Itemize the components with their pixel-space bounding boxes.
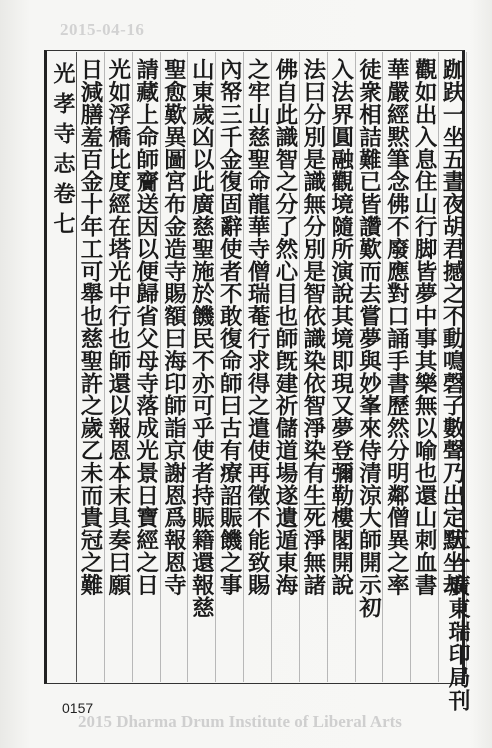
text-column: 內帑三千金復固辭使者不敢復命師曰古有療詔賑饑之事 <box>216 58 243 596</box>
page-number: 0157 <box>62 700 94 716</box>
text-column: 跏趺一坐五晝夜胡君撼之不動鳴磬子數聲乃出定默坐却 <box>439 58 466 596</box>
margin-title: 光孝寺志卷七 <box>50 62 76 242</box>
text-column: 觀如出入息住山行脚皆夢中事其樂無以喻也還山刺血書 <box>411 58 438 596</box>
text-column: 徒衆相詰難已皆讚歎而去嘗夢與妙峯來侍清涼大師開示初 <box>355 58 382 618</box>
text-column: 聖愈歎異圖宮布金造寺賜額曰海印師詣京謝恩爲報恩寺 <box>160 58 187 596</box>
text-column: 日減膳羞百金十年工可舉也慈聖許之歲乙未而貴冠之難 <box>76 58 103 596</box>
text-column: 山東歲凶以此廣慈聖施於饑民不亦可乎使者持賑籍還報慈 <box>188 58 215 618</box>
text-column: 法曰分別是識無分別是智依識染依智淨染有生死淨無諸 <box>299 58 326 596</box>
archive-date-stamp: 2015-04-16 <box>60 20 145 39</box>
text-column: 華嚴經黙筆念佛不廢應對口誦手書歷然分明鄰僧異之率 <box>383 58 410 596</box>
text-column: 請藏上命師齎送因以便歸省父母寺落成光景日寶經之日 <box>132 58 159 596</box>
margin-publisher: 五一廣東瑞印局刊 <box>445 528 471 712</box>
text-column: 之牢山慈聖命龍華寺僧瑞菴行求得之遣使再徵不能致賜 <box>244 58 271 596</box>
text-column: 光如浮橋比度經在塔光中行也師還以報恩本末具奏曰願 <box>104 58 131 596</box>
text-column: 入法界圓融觀境隨所演說其境即現又夢登彌勒樓閣開說 <box>327 58 354 596</box>
watermark: 2015 Dharma Drum Institute of Liberal Arts <box>78 712 402 731</box>
text-column: 佛自此識智之分了然心目也師旣建祈儲道場遂遺遁東海 <box>271 58 298 596</box>
